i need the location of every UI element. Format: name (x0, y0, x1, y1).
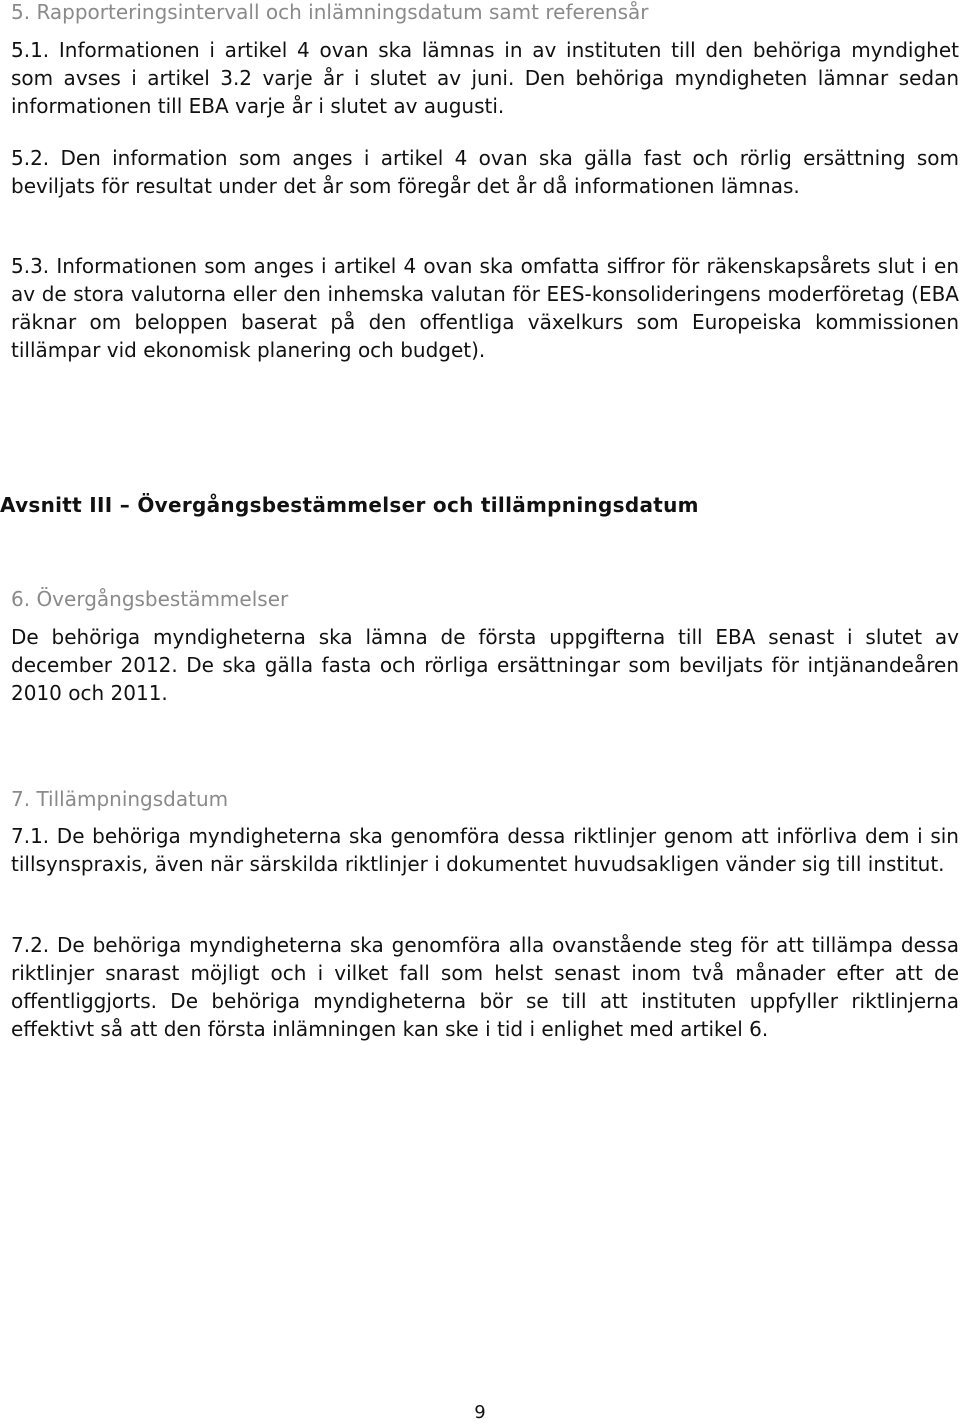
page-number: 9 (474, 1402, 486, 1423)
paragraph-7-2: 7.2. De behöriga myndigheterna ska genomföra alla ovanstående steg för att tillämpa dessa riktlinjer snarast möjligt och i vilket fall som helst senast inom två månader efter att de offentliggjorts. De behöriga myndigheterna bör se till att instituten uppfyller riktlinjerna effektivt så att den första inlämningen kan ske i tid i enlighet med artikel 6. (11, 933, 959, 1041)
paragraph-6: De behöriga myndigheterna ska lämna de första uppgifterna till EBA senast i slutet av december 2012. De ska gälla fasta och rörliga ersättningar som beviljats för intjänandeåren 2010 och 2011. (11, 625, 959, 705)
paragraph-7-1: 7.1. De behöriga myndigheterna ska genomföra dessa riktlinjer genom att införliva dem i sin tillsynspraxis, även när särskilda riktlinjer i dokumentet huvudsakligen vänder sig till institut. (11, 824, 959, 876)
section-6-heading: 6. Övergångsbestämmelser (11, 587, 289, 611)
paragraph-5-3: 5.3. Informationen som anges i artikel 4 ovan ska omfatta siffror för räkenskapsårets slut i en av de stora valutorna eller den inhemska valutan för EES-konsolideringens moderföretag (EBA räknar om beloppen baserat på den offentliga växelkurs som Europeiska kommissionen tillämpar vid ekonomisk planering och budget). (11, 254, 959, 362)
part-3-title: Avsnitt III – Övergångsbestämmelser och tillämpningsdatum (0, 493, 699, 517)
paragraph-5-1: 5.1. Informationen i artikel 4 ovan ska lämnas in av instituten till den behöriga myndighet som avses i artikel 3.2 varje år i slutet av juni. Den behöriga myndigheten lämnar sedan informationen till EBA varje år i slutet av augusti. (11, 38, 959, 118)
paragraph-5-2: 5.2. Den information som anges i artikel 4 ovan ska gälla fast och rörlig ersättning som beviljats för resultat under det år som föregår det år då informationen lämnas. (11, 146, 959, 198)
section-7-heading: 7. Tillämpningsdatum (11, 787, 229, 811)
section-5-heading: 5. Rapporteringsintervall och inlämningsdatum samt referensår (11, 0, 649, 24)
